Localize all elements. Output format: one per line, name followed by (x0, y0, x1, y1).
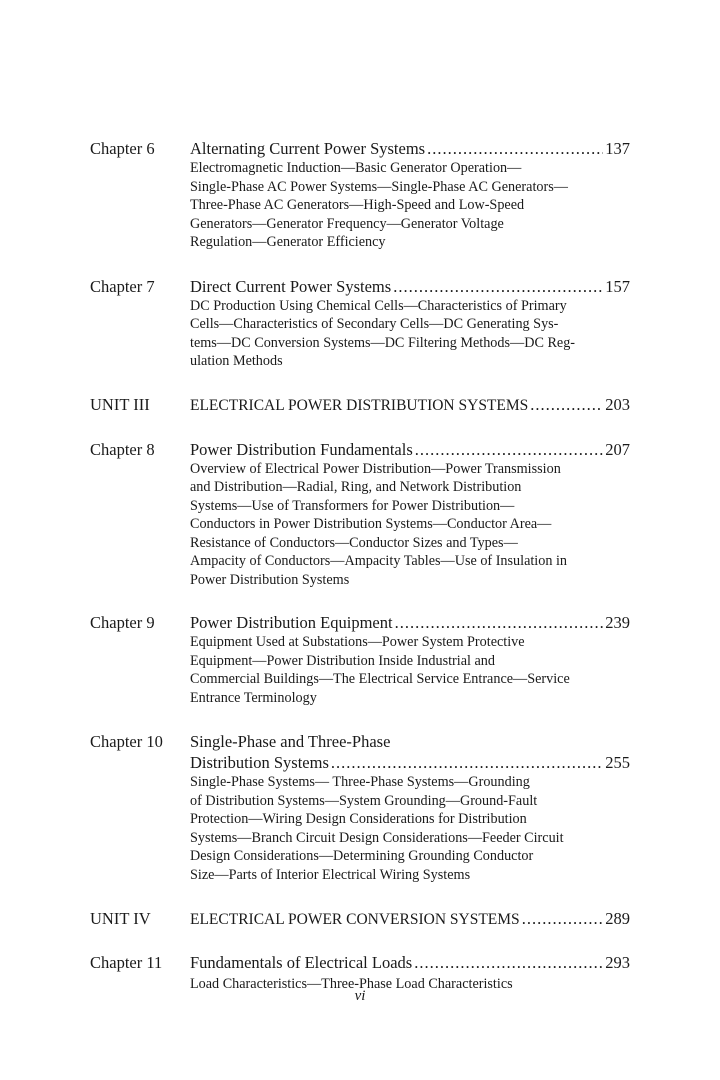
leader-dots (395, 612, 604, 633)
leader-dots (414, 952, 603, 973)
entry-label: Chapter 10 (90, 732, 163, 751)
entry-title: Direct Current Power Systems (190, 276, 392, 296)
entry-title: Fundamentals of Electrical Loads (190, 953, 413, 972)
entry-title: ELECTRICAL POWER CONVERSION SYSTEMS (190, 911, 520, 928)
entry-label: UNIT IV (90, 909, 151, 928)
entry-description: Equipment Used at Substations—Power System Protective Equipment—Power Distribution Inside Industrial and Commercial Buildings—The Electrical Service Entrance—Service Entrance Terminology (190, 634, 570, 706)
leader-dots (530, 394, 603, 415)
entry-page-number: 203 (605, 394, 630, 414)
entry-label: Chapter 11 (90, 953, 163, 972)
toc-entry-chapter-7 (90, 276, 630, 371)
toc-entry-chapter-10 (90, 731, 630, 884)
toc-entry-unit-3 (90, 394, 630, 416)
entry-title: Power Distribution Equipment (190, 613, 393, 632)
entry-page-number: 289 (605, 909, 630, 928)
entry-title: ELECTRICAL POWER DISTRIBUTION SYSTEMS (190, 396, 529, 414)
page-number-footer: vi (354, 988, 366, 1004)
entry-title-first-line (190, 731, 630, 752)
toc-entry-chapter-9 (90, 612, 630, 707)
entry-page-number: 137 (605, 139, 630, 158)
leader-dots (393, 276, 603, 297)
toc-entry-chapter-6 (90, 138, 630, 252)
leader-dots (522, 908, 604, 929)
entry-page-number: 239 (605, 613, 630, 632)
entry-label: Chapter 7 (90, 276, 155, 296)
entry-title: Alternating Current Power Systems (190, 139, 426, 158)
leader-dots (415, 439, 604, 460)
entry-description: Single-Phase Systems— Three-Phase Systems—Grounding of Distribution Systems—System Grounding—Ground-Fault Protection—Wiring Design Considerations for Distribution Systems—Branch Circuit Design Considerations—Feeder Circuit Design Considerations—Determining Grounding Conductor Size—Parts of Interior Electrical Wiring Systems (190, 774, 564, 883)
entry-label: Chapter 6 (90, 139, 155, 158)
entry-page-number: 293 (605, 953, 630, 972)
table-of-contents (90, 138, 630, 994)
entry-title: Power Distribution Fundamentals (190, 439, 413, 459)
entry-page-number: 157 (605, 276, 630, 296)
entry-title-line (190, 138, 630, 159)
toc-entry-unit-4 (90, 908, 630, 930)
entry-description: Electromagnetic Induction—Basic Generator Operation— Single-Phase AC Power Systems—Single-Phase AC Generators— Three-Phase AC Generators—High-Speed and Low-Speed Generators—Generator Frequency—Generator Voltage Regulation—Generator Efficiency (190, 160, 568, 250)
entry-title-line (190, 439, 630, 460)
entry-title-line (190, 612, 630, 633)
entry-page-number: 207 (605, 439, 630, 459)
entry-label: Chapter 8 (90, 439, 155, 459)
entry-title-line (190, 394, 630, 416)
leader-dots (331, 752, 603, 773)
leader-dots (427, 138, 603, 159)
entry-title: Distribution Systems (190, 753, 329, 772)
entry-title-line (190, 276, 630, 297)
entry-title-line (190, 952, 630, 973)
entry-title-first: Single-Phase and Three-Phase (190, 732, 391, 751)
toc-entry-chapter-8 (90, 439, 630, 590)
entry-page-number: 255 (605, 753, 630, 772)
entry-description: Overview of Electrical Power Distribution—Power Transmission and Distribution—Radial, Ring, and Network Distribution Systems—Use of Transformers for Power Distribution— Conductors in Power Distribution Systems—Conductor Area— Resistance of Conductors—Conductor Sizes and Types— Ampacity of Conductors—Ampacity Tables—Use of Insulation in Power Distribution Systems (190, 460, 568, 588)
entry-description: DC Production Using Chemical Cells—Characteristics of Primary Cells—Characteristics of Secondary Cells—DC Generating Sys- tems—DC Conversion Systems—DC Filtering Methods—DC Reg- ulation Methods (190, 297, 576, 369)
entry-description: Load Characteristics—Three-Phase Load Characteristics (190, 976, 513, 992)
entry-label: UNIT III (90, 394, 150, 414)
entry-title-line (190, 752, 630, 773)
entry-label: Chapter 9 (90, 613, 155, 632)
entry-title-line (190, 908, 630, 930)
